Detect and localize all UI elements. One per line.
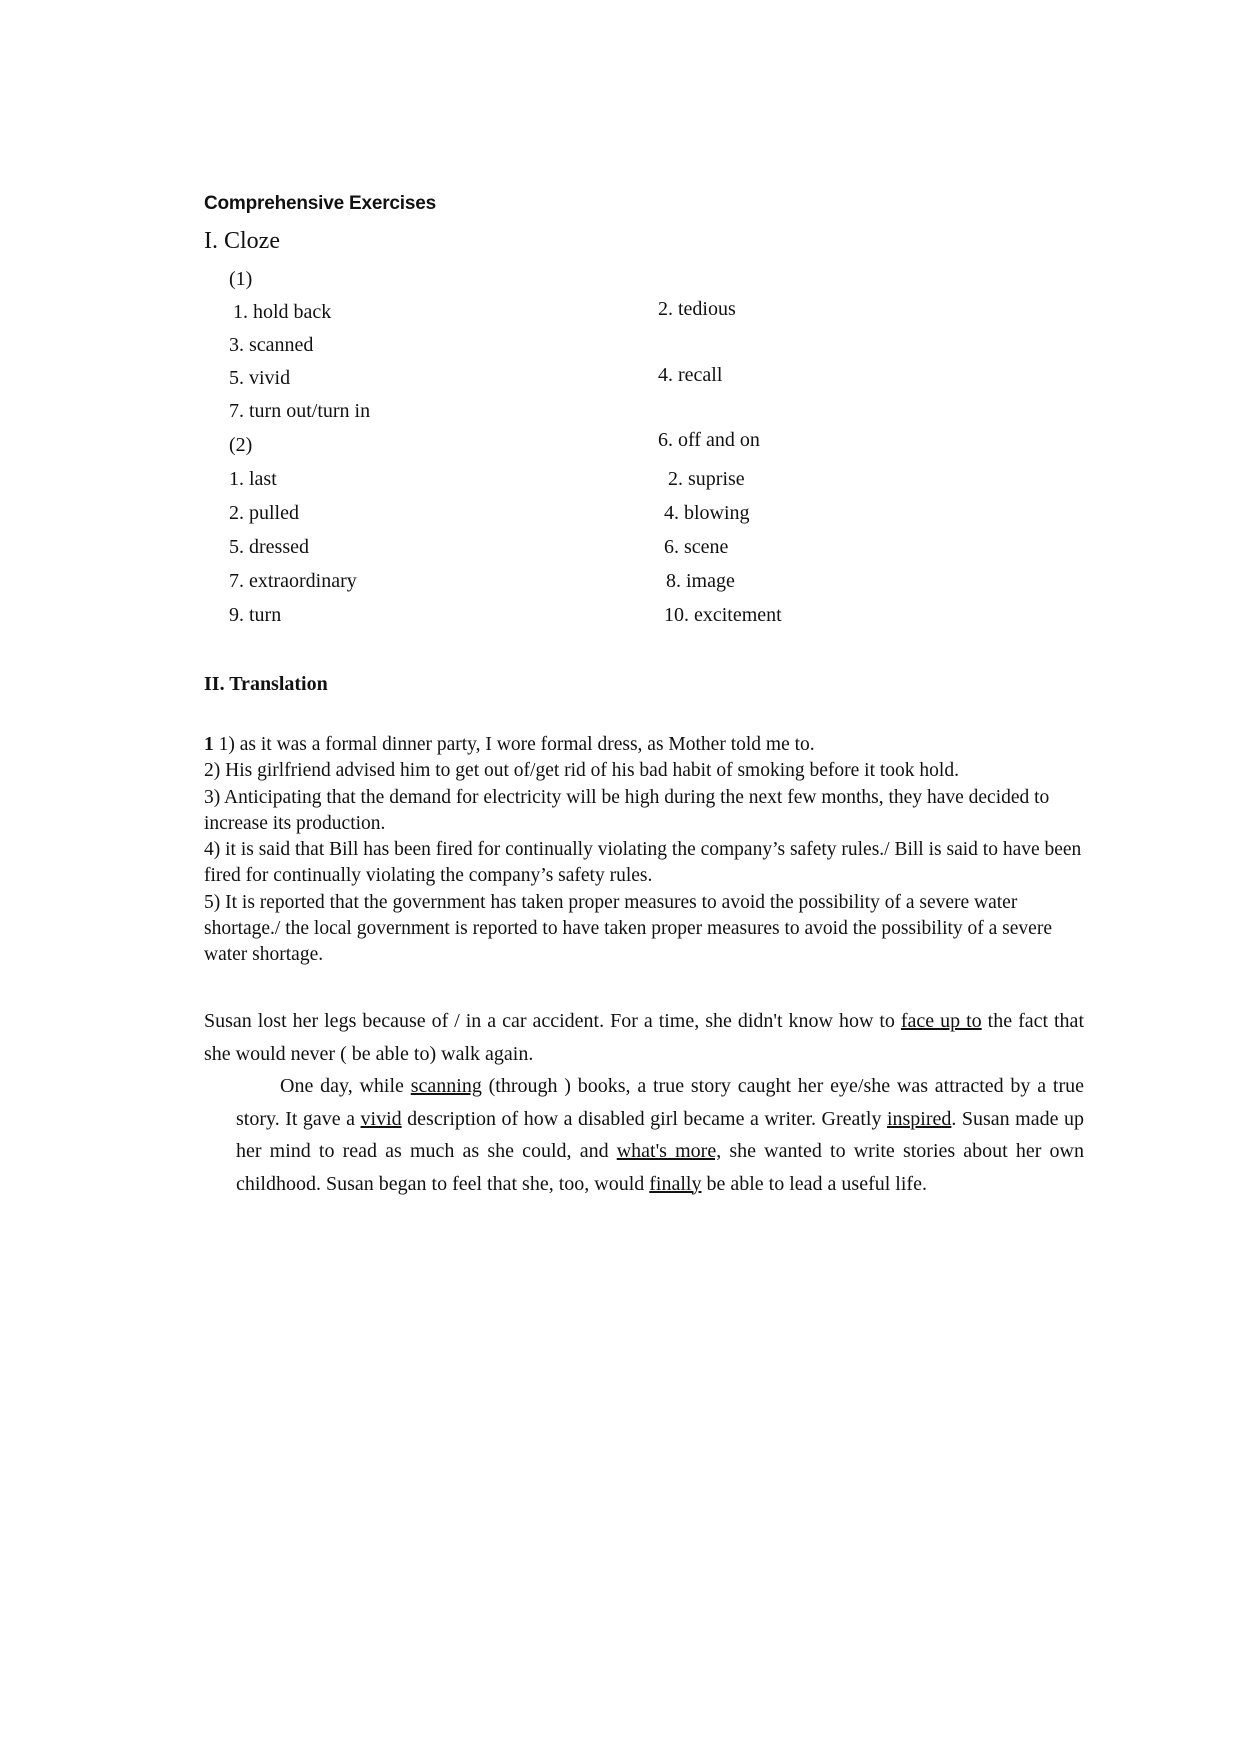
passage-text: she wanted to write stories about her own childhood. Susan began to feel that she, too, would: [236, 1140, 1084, 1195]
cloze-answer: 4. blowing: [664, 502, 750, 524]
cloze-answer: 10. excitement: [664, 604, 782, 626]
cloze-answer: 7. extraordinary: [229, 570, 357, 592]
cloze-part1-label: (1): [229, 268, 253, 290]
passage-paragraph-2: [236, 1070, 1084, 1200]
cloze-answer: 6. scene: [664, 536, 729, 558]
passage-text: description of how a disabled girl became a writer. Greatly: [401, 1107, 887, 1130]
cloze-answer: 9. turn: [229, 604, 282, 626]
passage-text: One day, while: [280, 1075, 411, 1097]
passage-text: Susan lost her legs because of / in a car accident. For a time, she didn't know how to: [204, 1010, 901, 1032]
passage-text: be able to lead a useful life.: [701, 1172, 927, 1195]
item-number: 1: [204, 734, 214, 755]
translation-item: 4) it is said that Bill has been fired for continually violating the company’s safety rules./ Bill is said to have been fired for continually violating the company’s safety rules.: [204, 839, 1082, 887]
passage-text: (through ) books, a true story caught her eye/she was attracted by a true story. It gave a: [236, 1075, 1084, 1130]
cloze-answer: 2. tedious: [658, 298, 736, 320]
cloze-answer: 6. off and on: [658, 429, 760, 451]
cloze-title: I. Cloze: [204, 228, 280, 254]
underlined-answer: vivid: [360, 1107, 402, 1130]
cloze-answer: 5. dressed: [229, 536, 309, 558]
cloze-answer: 5. vivid: [229, 367, 291, 389]
underlined-answer: scanning: [410, 1075, 482, 1097]
underlined-answer: finally: [649, 1172, 702, 1195]
cloze-answer: 2. suprise: [668, 468, 745, 490]
translation-item: [204, 732, 1084, 758]
translation-item: 5) It is reported that the government has taken proper measures to avoid the possibility of a severe water shortage./ the local government is reported to have taken proper measures to avoid the possibility of a severe water shortage.: [204, 891, 1052, 966]
cloze-answer: 3. scanned: [229, 334, 314, 356]
cloze-part2-label: (2): [229, 434, 253, 456]
passage-text: the fact that she would never ( be able to) walk again.: [204, 1010, 1084, 1065]
cloze-answer: 8. image: [666, 570, 735, 592]
cloze-answer: 1. hold back: [233, 301, 332, 323]
underlined-answer: what's more,: [616, 1140, 722, 1162]
translation-title: II. Translation: [204, 673, 328, 695]
translation-text: 1) as it was a formal dinner party, I wore formal dress, as Mother told me to.: [213, 734, 815, 755]
passage-text: . Susan made up her mind to read as much as she could, and: [236, 1107, 1084, 1162]
passage-paragraph-1: [204, 1005, 1084, 1070]
translation-item: 3) Anticipating that the demand for electricity will be high during the next few months, they have decided to increase its production.: [204, 786, 1050, 834]
section-heading: Comprehensive Exercises: [204, 193, 436, 214]
cloze-answer: 2. pulled: [229, 502, 299, 524]
cloze-answer: 7. turn out/turn in: [229, 400, 371, 422]
cloze-answer: 4. recall: [658, 364, 723, 386]
underlined-answer: face up to: [900, 1010, 982, 1032]
translation-answers: [204, 732, 1084, 969]
cloze-answer: 1. last: [229, 468, 277, 490]
translation-item: 2) His girlfriend advised him to get out of/get rid of his bad habit of smoking before it took hold.: [204, 760, 959, 782]
underlined-answer: inspired: [886, 1107, 952, 1130]
